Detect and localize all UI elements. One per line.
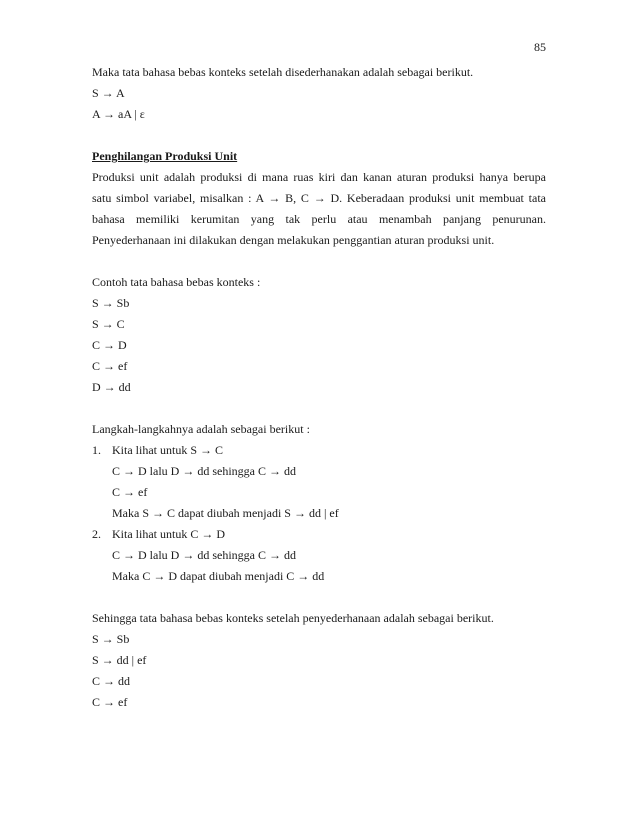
steps-label: Langkah-langkahnya adalah sebagai berikut :	[92, 422, 310, 436]
step-line: Maka S → C dapat diubah menjadi S → dd | ef	[112, 506, 339, 520]
paragraph-line: Penyederhanaan ini dilakukan dengan melakukan penggantian aturan produksi unit.	[92, 233, 495, 247]
step-line: Maka C → D dapat diubah menjadi C → dd	[112, 569, 325, 583]
paragraph-line: satu simbol variabel, misalkan : A → B, C → D. Keberadaan produksi unit membuat tata	[92, 191, 546, 205]
page-content	[92, 62, 546, 713]
grammar-rule: S → dd | ef	[92, 653, 147, 667]
step-line: C → D lalu D → dd sehingga C → dd	[112, 464, 296, 478]
grammar-rule: S → C	[92, 317, 125, 331]
section-heading: Penghilangan Produksi Unit	[92, 149, 238, 163]
intro-text: Maka tata bahasa bebas konteks setelah disederhanakan adalah sebagai berikut.	[92, 65, 474, 79]
step-1-title	[92, 440, 546, 461]
step-title-text: Kita lihat untuk S → C	[112, 443, 223, 457]
grammar-rule: C → D	[92, 338, 127, 352]
step-number: 1.	[92, 443, 101, 457]
grammar-rule: S → A	[92, 86, 125, 100]
step-title-text: Kita lihat untuk C → D	[112, 527, 225, 541]
step-number: 2.	[92, 527, 101, 541]
paragraph-line: Produksi unit adalah produksi di mana ruas kiri dan kanan aturan produksi hanya berupa	[92, 170, 546, 184]
step-line: C → D lalu D → dd sehingga C → dd	[112, 548, 296, 562]
page-number: 85	[534, 40, 546, 54]
conclusion-text: Sehingga tata bahasa bebas konteks setelah penyederhanaan adalah sebagai berikut.	[92, 611, 494, 625]
grammar-rule: C → dd	[92, 674, 131, 688]
grammar-rule: D → dd	[92, 380, 131, 394]
grammar-rule: C → ef	[92, 695, 128, 709]
example-label: Contoh tata bahasa bebas konteks :	[92, 275, 261, 289]
paragraph-line: bahasa memiliki kerumitan yang tak perlu atau menambah panjang penurunan.	[92, 212, 546, 226]
grammar-rule: S → Sb	[92, 296, 130, 310]
step-line: C → ef	[112, 485, 148, 499]
grammar-rule: C → ef	[92, 359, 128, 373]
grammar-rule: S → Sb	[92, 632, 130, 646]
grammar-rule: A → aA | ε	[92, 107, 145, 121]
step-2-title	[92, 524, 546, 545]
